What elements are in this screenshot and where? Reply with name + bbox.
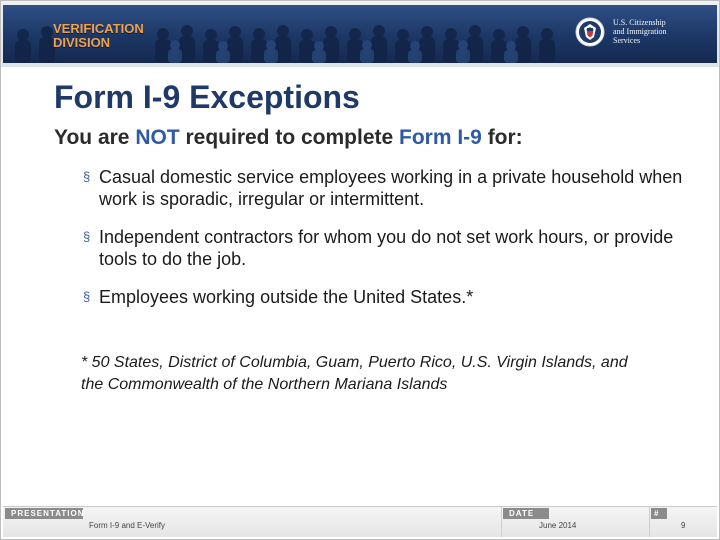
subtitle-part-2: required to complete (179, 126, 400, 149)
list-item (83, 226, 683, 270)
agency-line-3: Services (613, 36, 641, 45)
agency-name (613, 18, 667, 45)
list-item (83, 166, 683, 210)
footer-presentation-name: Form I-9 and E-Verify (89, 521, 166, 530)
subtitle-form-name: Form I-9 (399, 126, 482, 149)
list-item (83, 286, 683, 308)
slide-title: Form I-9 Exceptions (54, 79, 360, 115)
header-banner (1, 1, 719, 67)
agency-line-1: U.S. Citizenship (613, 18, 666, 27)
footer-divider (501, 507, 502, 537)
subtitle-emphasis-not: NOT (135, 126, 180, 149)
program-label (53, 22, 144, 50)
list-item-text: Employees working outside the United States.* (99, 287, 474, 307)
bullet-marker-icon: § (83, 169, 91, 184)
program-line-1: VERIFICATION (53, 21, 144, 36)
exception-list (83, 166, 683, 324)
subtitle-part-1: You are (54, 126, 136, 149)
bullet-marker-icon: § (83, 229, 91, 244)
footer-date-label: DATE (503, 508, 549, 519)
slide-subtitle (54, 126, 523, 150)
footer-divider (649, 507, 650, 537)
list-item-text: Casual domestic service employees working in a private household when work is sporadic, irregular or intermittent. (99, 167, 683, 209)
slide-footer (3, 506, 717, 537)
footer-date-value: June 2014 (539, 521, 577, 530)
footer-page-label: # (651, 508, 667, 519)
footnote: * 50 States, District of Columbia, Guam, Puerto Rico, U.S. Virgin Islands, and the Commonwealth of the Northern Mariana Islands (81, 354, 628, 393)
dhs-seal-icon (575, 17, 605, 47)
agency-branding (567, 13, 717, 53)
footer-page-number: 9 (681, 521, 686, 530)
agency-line-2: and Immigration (613, 27, 667, 36)
program-line-2: DIVISION (53, 35, 111, 50)
list-item-text: Independent contractors for whom you do not set work hours, or provide tools to do the job. (99, 227, 674, 269)
bullet-marker-icon: § (83, 289, 91, 304)
subtitle-part-3: for: (481, 126, 523, 149)
footer-presentation-label: PRESENTATION (5, 508, 83, 519)
